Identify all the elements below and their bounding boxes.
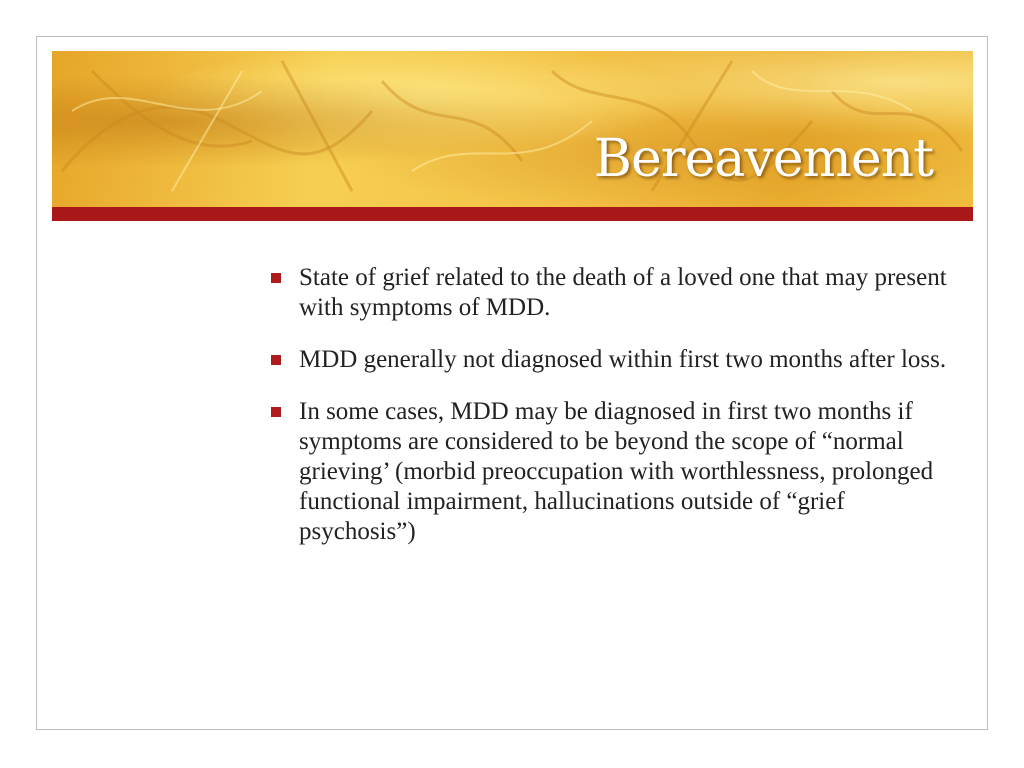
bullet-text: In some cases, MDD may be diagnosed in first two months if symptoms are considered to be beyond the scope of “normal grieving’ (morbid preoccupation with worthlessness, prolonged functional impairment, hallucinations outside of “grief psychosis”) (299, 398, 934, 545)
bullet-list (269, 263, 959, 569)
bullet-item (269, 263, 959, 323)
slide-title: Bereavement (593, 129, 933, 189)
square-bullet-icon (271, 407, 281, 417)
title-underline-bar (52, 207, 973, 221)
square-bullet-icon (271, 273, 281, 283)
bullet-item (269, 397, 959, 547)
title-banner (52, 51, 973, 207)
bullet-text: State of grief related to the death of a loved one that may present with symptoms of MDD. (299, 264, 947, 321)
square-bullet-icon (271, 355, 281, 365)
bullet-text: MDD generally not diagnosed within first two months after loss. (299, 346, 947, 373)
slide (36, 36, 988, 730)
bullet-item (269, 345, 959, 375)
